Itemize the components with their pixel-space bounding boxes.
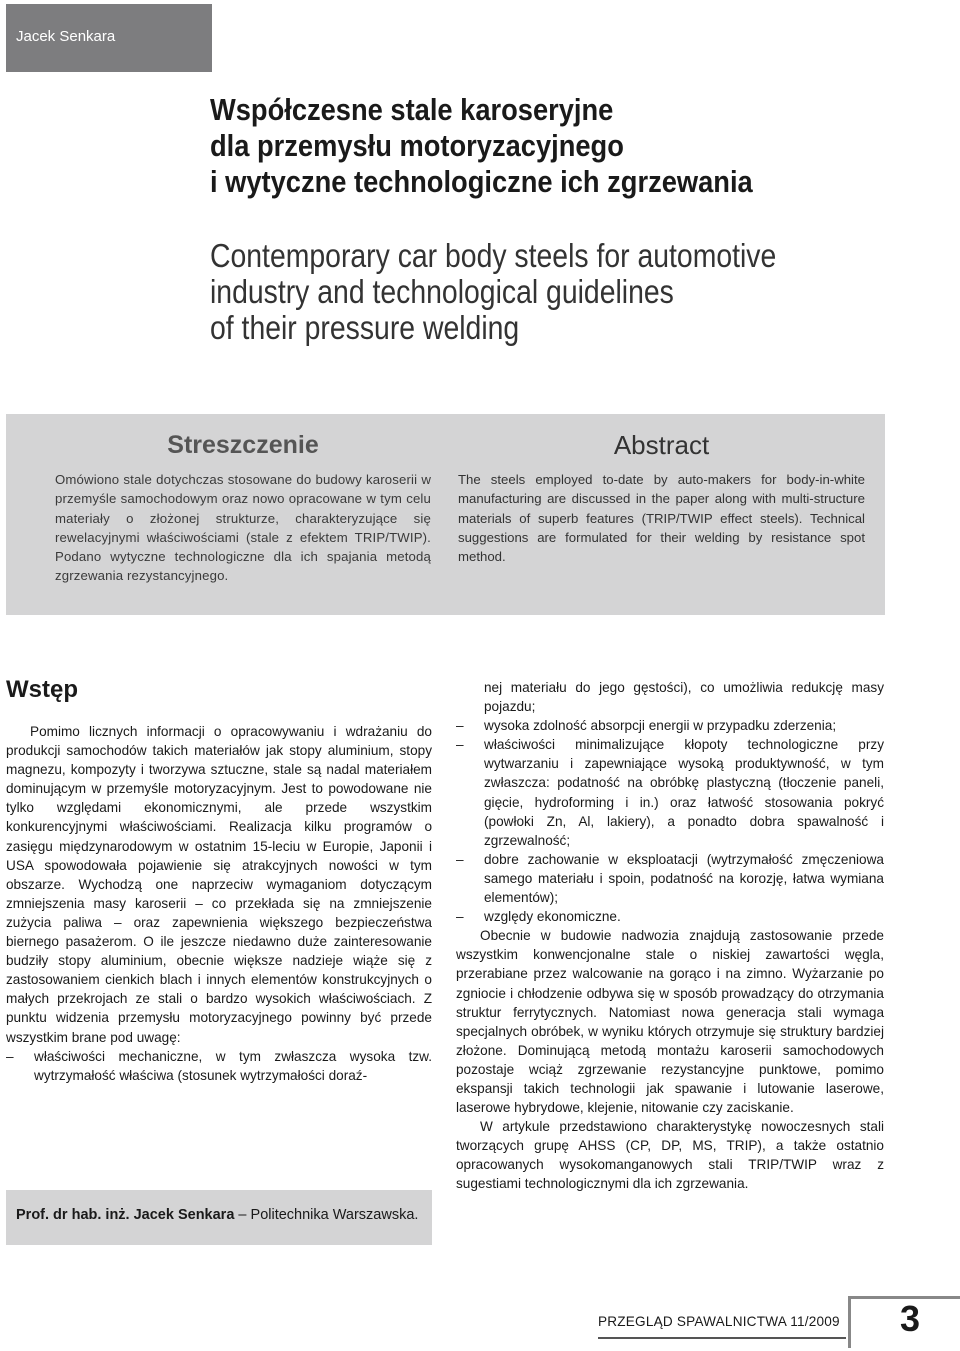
list-item: – właściwości mechaniczne, w tym zwłaszcza wysoka tzw. wytrzymałość właściwa (stosunek wytrzymałości doraź-: [6, 1047, 432, 1085]
title-en-line: industry and technological guidelines: [210, 273, 674, 310]
abstract-en-heading: Abstract: [613, 430, 710, 460]
title-pl-line: i wytyczne technologiczne ich zgrzewania: [210, 164, 753, 199]
author-institution: Politechnika Warszawska.: [250, 1207, 419, 1223]
paragraph: W artykule przedstawiono charakterystykę nowoczesnych stali tworzących grupę AHSS (CP, DP, MS, TRIP), a także ostatnio opracowanych wysokomanganowych stali TRIP/TWIP wraz z sugestiami technologicznymi dla ich zgrzewania.: [456, 1119, 884, 1192]
journal-name: PRZEGLĄD SPAWALNICTWA 11/2009: [598, 1314, 840, 1329]
affiliation-box: [6, 1190, 432, 1245]
abstract-en-text: The steels employed to-date by auto-makers for body-in-white manufacturing are discussed in the paper along with multi-structure materials of superb features (TRIP/TWIP effect steels). Technical suggestions are formulated for their welding by resistance spot method.: [458, 472, 865, 565]
title-en-line: Contemporary car body steels for automotive: [210, 237, 777, 274]
author-credentials: Prof. dr hab. inż. Jacek Senkara: [16, 1207, 235, 1223]
title-polish: [210, 92, 844, 200]
affiliation-dash: –: [234, 1207, 251, 1223]
section-title-introduction: Wstęp: [6, 676, 78, 703]
page-number: 3: [899, 1298, 921, 1339]
abstract-box: [6, 414, 885, 615]
abstract-english: [458, 414, 865, 566]
abstract-pl-heading: Streszczenie: [167, 431, 319, 459]
title-pl-line: dla przemysłu motoryzacyjnego: [210, 128, 624, 163]
paragraph: Pomimo licznych informacji o opracowywaniu i wdrażaniu do produkcji samochodów takich materiałów jak stopy aluminium, stopy magnezu, kompozyty i tworzywa sztuczne, stale są nadal materiałem dominującym w przemyśle motoryzacyjnym. Jest to powodowane nie tylko względami ekonomicznymi, ale przede wszystkim konkurencyjnymi właściwościami. Realizacja kilku programów o zasięgu międzynarodowym w ostatnim 15-leciu w Europie, Japonii i USA spowodowała pojawienie się atrakcyjnych nowości w tym obszarze. Wychodzą one naprzeciw wymaganiom dotyczącym zmniejszenia masy karoserii – co przekłada się na zmniejszenie zużycia paliwa – oraz zapewnienia większego bezpieczeństwa biernego pasażerom. O ile jeszcze niedawno duże zainteresowanie budziły stopy aluminium, obecnie większe nadzieje wiąże się z zastosowaniem cienkich blach i innych elementów konstrukcyjnych o małych przekrojach ze stali o bardzo wysokich właściwościach. Z punktu widzenia przemysłu motoryzacyjnego powinny być przede wszystkim brane pod uwagę:: [6, 724, 432, 1045]
title-english: [210, 238, 829, 346]
author-tab: [6, 4, 212, 72]
paragraph: Obecnie w budowie nadwozia znajdują zastosowanie przede wszystkim konwencjonalne stale o niskiej zawartości węgla, przerabiane przez walcowanie na gorąco i na zimno. Wyżarzanie po zgniocie i chłodzenie odbywa się w sposób prowadzący do otrzymania struktur ferrytycznych. Natomiast nowa generacja stali wymaga specjalnych obróbek, w wyniku których otrzymuje się struktury bardziej złożone. Dominującą metodą montażu karoserii samochodowych pozostaje wciąż zgrzewanie rezystancyjne punktowe, pomimo ekspansji takich technologii jak spawanie i lutowanie laserowe, laserowe hybrydowe, klejenie, nitowanie czy zaciskanie.: [456, 928, 884, 1116]
list-item-continuation: nej materiału do jego gęstości), co umożliwia redukcję masy pojazdu;: [484, 680, 884, 715]
footer-rule: [598, 1337, 846, 1339]
title-pl-line: Współczesne stale karoseryjne: [210, 92, 614, 127]
abstract-pl-text: Omówiono stale dotychczas stosowane do budowy karoserii w przemyśle samochodowym oraz nowo opracowane w tym celu materiały o złożonej strukturze, charakteryzujące się rewelacyjnymi właściwościami (stale z efektem TRIP/TWIP). Podano wytyczne technologiczne dla ich spajania metodą zgrzewania rezystancyjnego.: [55, 472, 431, 584]
list-item: – właściwości minimalizujące kłopoty technologiczne przy wytwarzaniu i zapewniające wysoką produktywność, w tym zwłaszcza: podatność na obróbkę plastyczną (tłoczenie paneli, gięcie, hydroforming i in.) oraz łatwość stosowania pokryć (powłoki Zn, Al, lakiery), a ponadto dobra spawalność i zgrzewalność;: [456, 735, 884, 850]
list-item: – dobre zachowanie w eksploatacji (wytrzymałość zmęczeniowa samego materiału i spoin, podatność na korozję, łatwa wymiana elementów);: [456, 850, 884, 907]
title-en-line: of their pressure welding: [210, 309, 520, 346]
list-item: – wysoka zdolność absorpcji energii w przypadku zderzenia;: [456, 716, 884, 735]
abstract-polish: [55, 414, 431, 586]
author-name: Jacek Senkara: [16, 28, 116, 45]
body-column-left: [6, 722, 432, 1085]
list-item: – względy ekonomiczne.: [456, 907, 884, 926]
body-column-right: [456, 678, 884, 1194]
